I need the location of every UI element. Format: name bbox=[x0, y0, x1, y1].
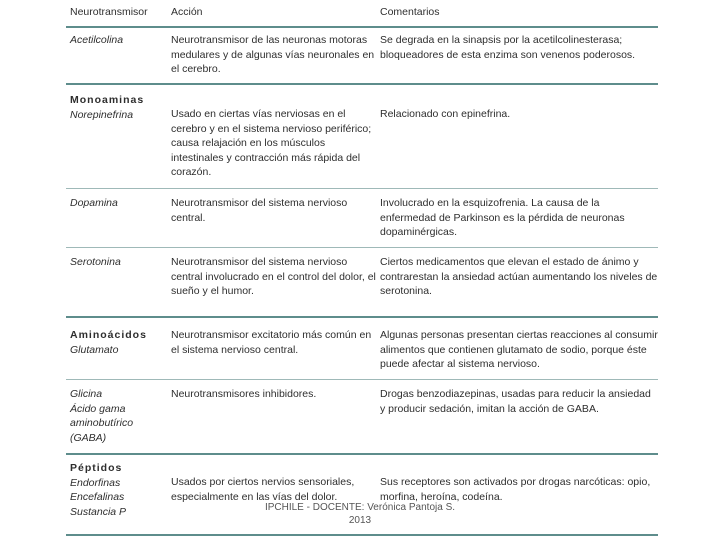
group-label-aminoacidos: Aminoácidos bbox=[70, 329, 147, 341]
name-dopamina: Dopamina bbox=[70, 197, 118, 209]
group-divider-peptidos bbox=[66, 453, 658, 455]
row-dopamina-name bbox=[70, 196, 166, 211]
row-divider bbox=[66, 247, 658, 248]
name-serotonina: Serotonina bbox=[70, 256, 121, 268]
row-glutamato-accion: Neurotransmisor excitatorio más común en el sistema nervioso central. bbox=[171, 329, 372, 356]
row-serotonina-name bbox=[70, 255, 166, 270]
row-acetilcolina-name bbox=[70, 33, 166, 48]
name-glutamato: Glutamato bbox=[70, 343, 119, 356]
row-norepinefrina-accion: Usado en ciertas vías nerviosas en el cerebro y en el sistema nervioso periférico; causa relajación en los músculos intestinales y contracción más rápida del corazón. bbox=[171, 108, 372, 178]
row-dopamina-accion: Neurotransmisor del sistema nervioso central. bbox=[171, 197, 348, 224]
row-peptidos-accion: Usados por ciertos nervios sensoriales, especialmente en las vías del dolor. bbox=[171, 476, 355, 503]
row-serotonina-comentarios: Ciertos medicamentos que elevan el estado de ánimo y contrarestan la ansiedad actúan aumentando los niveles de serotonina. bbox=[380, 256, 658, 297]
name-norepinefrina: Norepinefrina bbox=[70, 108, 134, 121]
row-dopamina-comentarios: Involucrado en la esquizofrenia. La causa de la enfermedad de Parkinson es la pérdida de neuronas dopaminérgicas. bbox=[380, 197, 625, 238]
footer-author: IPCHILE - DOCENTE: Verónica Pantoja S. bbox=[264, 502, 456, 513]
header-neurotransmisor: Neurotransmisor bbox=[70, 6, 148, 18]
name-endorfinas: Endorfinas bbox=[70, 476, 121, 489]
row-norepinefrina-comentarios: Relacionado con epinefrina. bbox=[380, 108, 511, 120]
group-peptidos bbox=[70, 461, 166, 519]
row-divider bbox=[66, 379, 658, 380]
group-label-peptidos: Péptidos bbox=[70, 462, 123, 474]
name-acetilcolina: Acetilcolina bbox=[70, 34, 124, 46]
name-glicina: Glicina bbox=[70, 388, 103, 400]
row-acetilcolina-accion: Neurotransmisor de las neuronas motoras medulares y de algunas vías neuronales en el cerebro. bbox=[171, 34, 375, 75]
row-peptidos-comentarios: Sus receptores son activados por drogas narcóticas: opio, morfina, heroína, codeína. bbox=[380, 476, 651, 503]
row-glutamato-comentarios: Algunas personas presentan ciertas reacciones al consumir alimentos que contienen glutamato de sodio, porque éste puede afectar al sistema nervioso. bbox=[380, 329, 658, 370]
group-divider-aminoacidos bbox=[66, 316, 658, 318]
name-sustancia-p: Sustancia P bbox=[70, 505, 127, 518]
header-accion: Acción bbox=[171, 6, 203, 18]
group-monoaminas bbox=[70, 93, 166, 122]
header-divider bbox=[66, 26, 658, 28]
group-aminoacidos bbox=[70, 328, 166, 357]
row-glicina-names bbox=[70, 387, 166, 445]
group-divider-monoaminas bbox=[66, 83, 658, 85]
group-label-monoaminas: Monoaminas bbox=[70, 94, 145, 106]
row-serotonina-accion: Neurotransmisor del sistema nervioso central involucrado en el control del dolor, el sueño y el humor. bbox=[171, 256, 376, 297]
footer bbox=[200, 501, 520, 527]
footer-year: 2013 bbox=[348, 515, 372, 526]
row-glicina-comentarios: Drogas benzodiazepinas, usadas para reducir la ansiedad y producir sedación, imitan la acción de GABA. bbox=[380, 388, 651, 415]
name-encefalinas: Encefalinas bbox=[70, 491, 125, 503]
row-acetilcolina-comentarios: Se degrada en la sinapsis por la acetilcolinesterasa; bloqueadores de esta enzima son venenos poderosos. bbox=[380, 34, 636, 61]
row-glicina-accion: Neurotransmisores inhibidores. bbox=[171, 388, 317, 400]
header-comentarios: Comentarios bbox=[380, 6, 440, 18]
name-gaba: Ácido gama aminobutírico (GABA) bbox=[70, 402, 134, 444]
table-bottom-rule bbox=[66, 534, 658, 536]
row-divider bbox=[66, 188, 658, 189]
